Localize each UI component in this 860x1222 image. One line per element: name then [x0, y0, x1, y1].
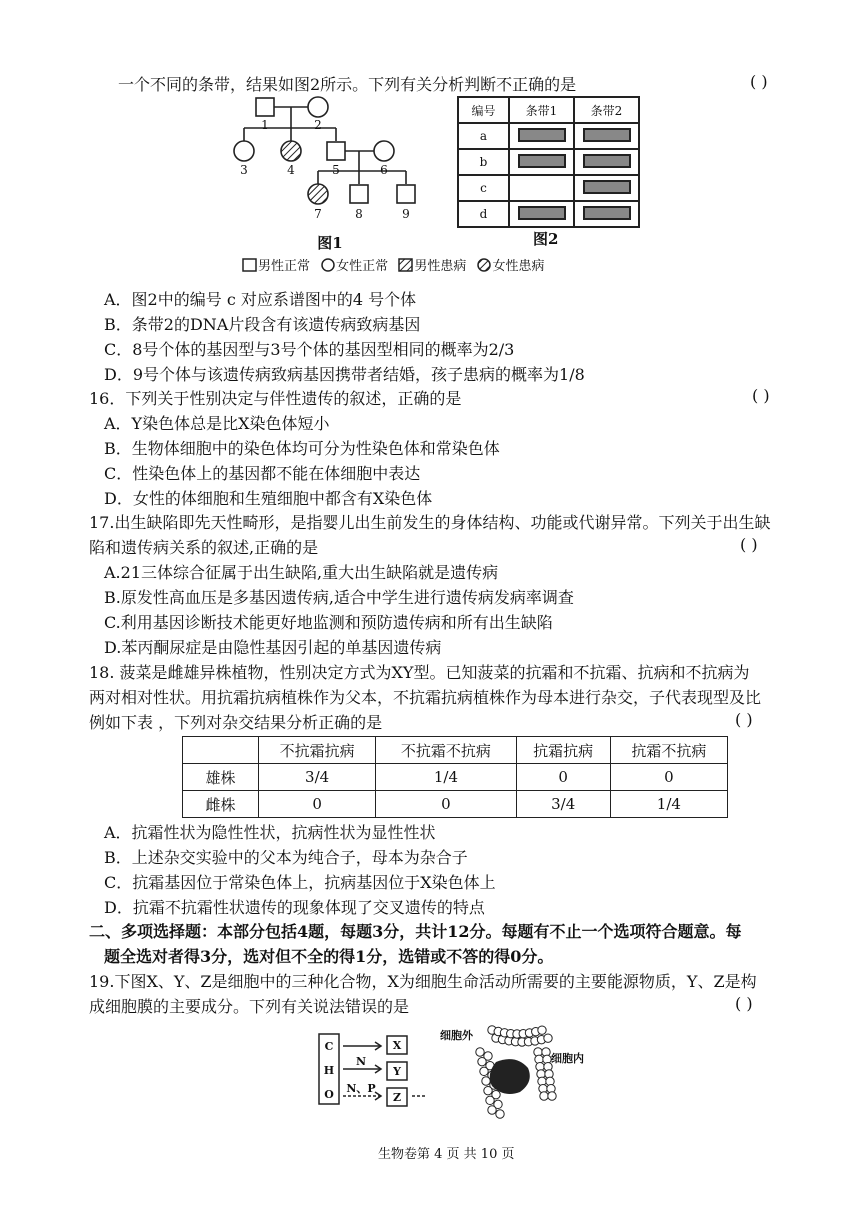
fig1-caption: 图1	[317, 234, 343, 252]
label-2: 2	[314, 118, 322, 132]
table-header-corner	[183, 737, 259, 764]
pedigree-legend	[242, 257, 544, 277]
compound-y: Y	[393, 1065, 401, 1078]
label-9: 9	[402, 207, 410, 221]
individual-4-affected-female	[281, 141, 301, 161]
q16-option-d: D．女性的体细胞和生殖细胞中都含有X染色体	[104, 489, 433, 508]
q18-stem-line1: 18. 菠菜是雌雄异株植物，性别决定方式为XY型。已知菠菜的抗霜和不抗霜、抗病和不抗病为	[89, 663, 750, 682]
band-row-c	[458, 175, 639, 201]
section2-heading-line2: 题全选对者得3分，选对但不全的得1分，选错或不答的得0分。	[104, 947, 554, 966]
phospholipid-head	[488, 1106, 496, 1114]
q15-option-c: C．8号个体的基因型与3号个体的基因型相同的概率为2/3	[104, 340, 515, 359]
individual-1-male	[256, 98, 274, 116]
table-cell: 0	[610, 764, 727, 791]
label-5: 5	[332, 163, 340, 177]
table-header: 不抗霜不抗病	[376, 737, 516, 764]
table-header: 不抗霜抗病	[259, 737, 376, 764]
q15-intro: 一个不同的条带，结果如图2所示。下列有关分析判断不正确的是	[118, 75, 577, 94]
q16-stem: 16．下列关于性别决定与伴性遗传的叙述，正确的是	[89, 389, 462, 408]
q17-stem-line2: 陷和遗传病关系的叙述,正确的是	[89, 538, 319, 557]
q16-option-c: C．性染色体上的基因都不能在体细胞中表达	[104, 464, 421, 483]
band-table	[457, 96, 640, 228]
female-normal-icon	[320, 258, 336, 272]
phospholipid-head	[476, 1048, 484, 1056]
label-8: 8	[355, 207, 363, 221]
individual-7-affected-female	[308, 184, 328, 204]
individual-8-male	[350, 185, 368, 203]
individual-9-male	[397, 185, 415, 203]
phospholipid-head	[482, 1077, 490, 1085]
arrow-label-n: N	[355, 1055, 367, 1068]
table-cell: 0	[376, 791, 516, 818]
q16-option-a: A．Y染色体总是比X染色体短小	[104, 414, 330, 433]
q15-option-b: B．条带2的DNA片段含有该遗传病致病基因	[104, 315, 421, 334]
band-row-a	[458, 123, 639, 149]
band-mark	[583, 154, 631, 168]
pedigree-figure	[220, 92, 450, 254]
arrow-label-np: N、P	[346, 1082, 376, 1095]
q18-stem-line2: 两对相对性状。用抗霜抗病植株作为父本，不抗霜抗病植株作为母本进行杂交，子代表现型及比	[89, 688, 762, 707]
male-affected-icon	[398, 258, 414, 272]
table-cell: 雌株	[183, 791, 259, 818]
phospholipid-head	[486, 1096, 494, 1104]
q15-option-d: D．9号个体与该遗传病致病基因携带者结婚，孩子患病的概率为1/8	[104, 365, 585, 384]
male-normal-icon	[242, 258, 258, 272]
phospholipid-head	[484, 1086, 492, 1094]
band-mark	[583, 180, 631, 194]
page-footer: 生物卷第 4 页 共 10 页	[378, 1147, 515, 1162]
individual-5-male	[327, 142, 345, 160]
band-header-2: 条带2	[574, 97, 639, 123]
q19-stem-line1: 19.下图X、Y、Z是细胞中的三种化合物，X为细胞生命活动所需要的主要能源物质，Y、Z是构	[89, 972, 757, 991]
phospholipid-head	[538, 1026, 546, 1034]
q15-answer-paren: ( )	[750, 72, 768, 91]
table-cell: 1/4	[610, 791, 727, 818]
label-6: 6	[380, 163, 388, 177]
band-header-1: 条带1	[509, 97, 574, 123]
compound-x: X	[392, 1039, 402, 1052]
element-h: H	[323, 1064, 335, 1077]
phospholipid-head	[540, 1092, 548, 1100]
table-cell: 3/4	[259, 764, 376, 791]
phospholipid-head	[480, 1067, 488, 1075]
individual-3-female	[234, 141, 254, 161]
individual-6-female	[374, 141, 394, 161]
q18-option-b: B．上述杂交实验中的父本为纯合子，母本为杂合子	[104, 848, 468, 867]
q17-option-a: A.21三体综合征属于出生缺陷,重大出生缺陷就是遗传病	[104, 563, 499, 582]
band-mark	[583, 128, 631, 142]
female-affected-icon	[476, 258, 492, 272]
table-cell: 0	[259, 791, 376, 818]
table-row	[183, 764, 728, 791]
band-row-id: c	[458, 175, 509, 201]
legend-male-affected: 男性患病	[414, 259, 467, 274]
q18-stem-line3: 例如下表 ，下列对杂交结果分析正确的是	[89, 713, 383, 732]
q18-option-c: C．抗霜基因位于常染色体上，抗病基因位于X染色体上	[104, 873, 496, 892]
compound-diagram	[315, 1028, 430, 1112]
table-header: 抗霜不抗病	[610, 737, 727, 764]
table-cell: 0	[516, 764, 610, 791]
table-cell: 3/4	[516, 791, 610, 818]
table-header: 抗霜抗病	[516, 737, 610, 764]
legend-female-affected: 女性患病	[492, 259, 545, 274]
label-4: 4	[287, 163, 295, 177]
legend-male-normal: 男性正常	[258, 259, 311, 274]
label-1: 1	[261, 118, 269, 132]
section2-heading-line1: 二、多项选择题：本部分包括4题，每题3分，共计12分。每题有不止一个选项符合题意。每	[89, 922, 742, 941]
q17-answer-paren: ( )	[740, 535, 758, 554]
phospholipid-head	[544, 1034, 552, 1042]
table-cell: 雄株	[183, 764, 259, 791]
band-row-d	[458, 201, 639, 227]
band-mark	[518, 206, 566, 220]
label-3: 3	[240, 163, 248, 177]
label-7: 7	[314, 207, 322, 221]
membrane-protein	[490, 1059, 530, 1094]
band-header-id: 编号	[458, 97, 509, 123]
q17-option-d: D.苯丙酮尿症是由隐性基因引起的单基因遗传病	[104, 638, 442, 657]
band-row-b	[458, 149, 639, 175]
q17-option-b: B.原发性高血压是多基因遗传病,适合中学生进行遗传病发病率调查	[104, 588, 574, 607]
q18-option-d: D．抗霜不抗霜性状遗传的现象体现了交叉遗传的特点	[104, 898, 485, 917]
table-row	[183, 791, 728, 818]
individual-2-female	[308, 97, 328, 117]
q17-option-c: C.利用基因诊断技术能更好地监测和预防遗传病和所有出生缺陷	[104, 613, 553, 632]
element-o: O	[324, 1088, 334, 1101]
band-mark	[518, 154, 566, 168]
results-table	[182, 736, 728, 818]
fig2-caption: 图2	[533, 230, 559, 248]
table-cell: 1/4	[376, 764, 516, 791]
q17-stem-line1: 17.出生缺陷即先天性畸形，是指婴儿出生前发生的身体结构、功能或代谢异常。下列关于出生缺	[89, 513, 771, 532]
q19-answer-paren: ( )	[735, 994, 753, 1013]
legend-female-normal: 女性正常	[336, 259, 389, 274]
q16-answer-paren: ( )	[752, 386, 770, 405]
phospholipid-head	[478, 1057, 486, 1065]
q18-answer-paren: ( )	[735, 710, 753, 729]
q16-option-b: B．生物体细胞中的染色体均可分为性染色体和常染色体	[104, 439, 500, 458]
band-mark	[518, 128, 566, 142]
band-mark	[583, 206, 631, 220]
label-intracellular: 细胞内	[551, 1052, 584, 1065]
q18-option-a: A．抗霜性状为隐性性状，抗病性状为显性性状	[104, 823, 436, 842]
label-extracellular: 细胞外	[440, 1029, 473, 1042]
q15-option-a: A．图2中的编号 c 对应系谱图中的4 号个体	[104, 290, 417, 309]
compound-z: Z	[392, 1091, 402, 1104]
q19-stem-line2: 成细胞膜的主要成分。下列有关说法错误的是	[89, 997, 410, 1016]
band-row-id: b	[458, 149, 509, 175]
phospholipid-head	[548, 1092, 556, 1100]
phospholipid-head	[496, 1110, 504, 1118]
band-row-id: a	[458, 123, 509, 149]
element-c: C	[324, 1040, 334, 1053]
band-row-id: d	[458, 201, 509, 227]
